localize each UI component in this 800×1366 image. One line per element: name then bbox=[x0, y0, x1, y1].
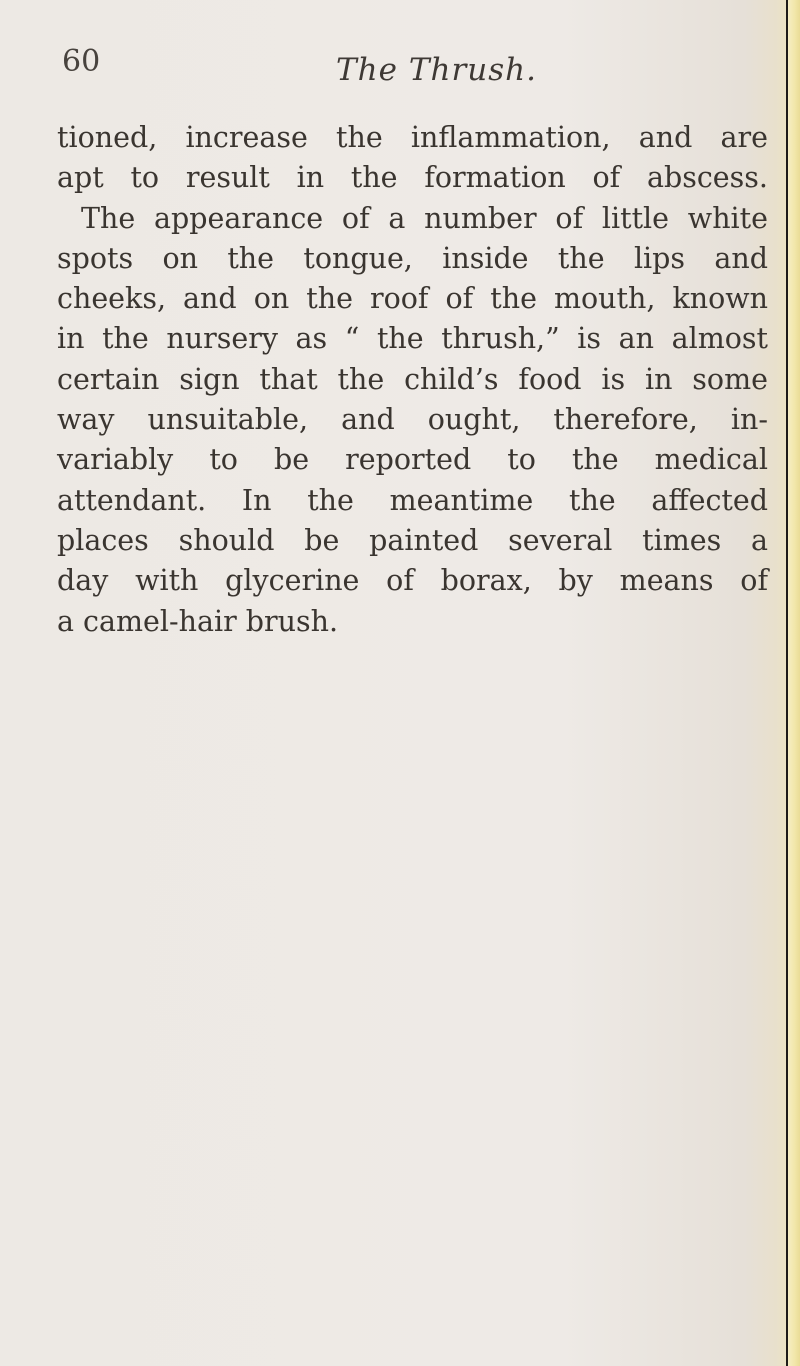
text-line: way unsuitable, and ought, therefore, in- bbox=[57, 403, 768, 437]
text-line: apt to result in the formation of abscess. bbox=[57, 161, 768, 195]
text-line: places should be painted several times a bbox=[57, 523, 768, 557]
text-line: a camel-hair brush. bbox=[57, 604, 339, 638]
text-line: spots on the tongue, inside the lips and bbox=[57, 241, 768, 275]
running-head-title: The Thrush. bbox=[336, 52, 537, 88]
text-line: certain sign that the child’s food is in some bbox=[57, 362, 768, 396]
text-line: tioned, increase the inflammation, and are bbox=[57, 121, 768, 154]
page-number: 60 bbox=[62, 44, 101, 79]
text-line: attendant. In the meantime the affected bbox=[57, 483, 768, 517]
page-gutter bbox=[788, 0, 800, 1366]
text-line: in the nursery as “ the thrush,” is an almost bbox=[57, 322, 768, 356]
text-line: day with glycerine of borax, by means of bbox=[57, 564, 768, 598]
body-text bbox=[57, 118, 768, 642]
text-line: The appearance of a number of little white bbox=[81, 201, 768, 235]
text-line: variably to be reported to the medical bbox=[57, 443, 768, 477]
text-line: cheeks, and on the roof of the mouth, known bbox=[57, 282, 768, 316]
